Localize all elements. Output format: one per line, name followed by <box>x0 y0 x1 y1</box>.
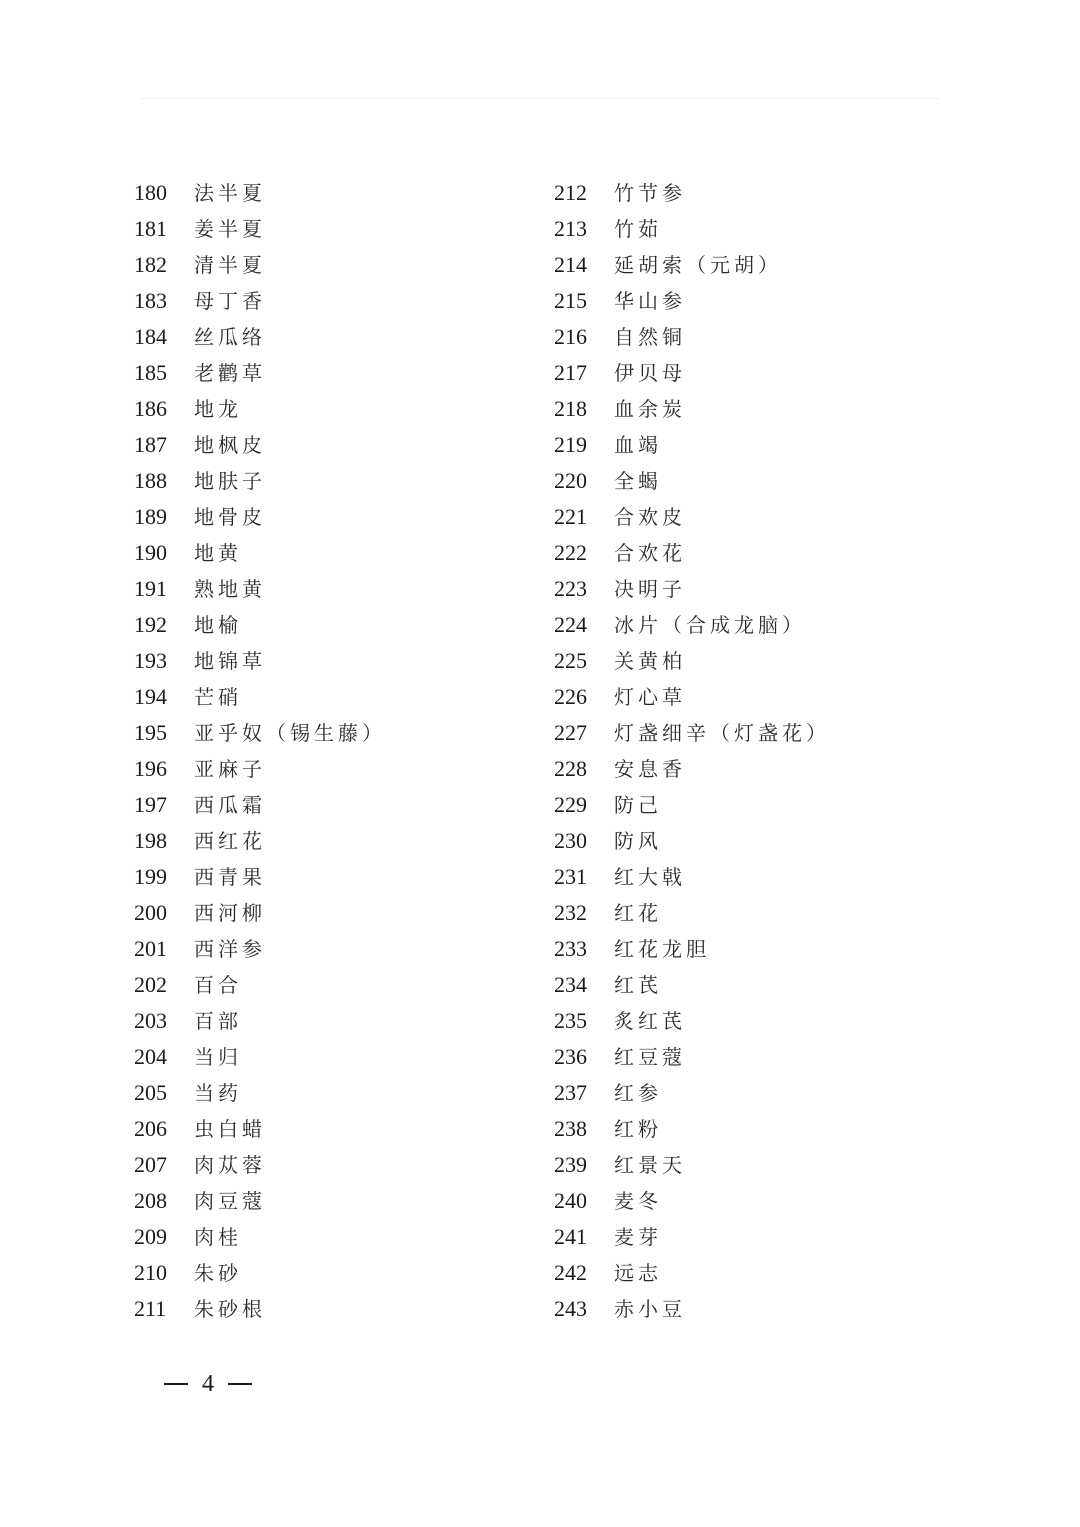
list-item <box>554 319 954 355</box>
entry-name: 母丁香 <box>194 289 266 314</box>
entry-name: 西瓜霜 <box>194 793 266 818</box>
list-item <box>134 607 534 643</box>
entry-number: 192 <box>134 612 167 638</box>
list-item <box>134 823 534 859</box>
list-item <box>554 1075 954 1111</box>
entry-number: 205 <box>134 1080 167 1106</box>
footer-dash-left <box>164 1383 188 1385</box>
entry-name: 地榆 <box>194 613 242 638</box>
entry-number: 240 <box>554 1188 587 1214</box>
entry-name: 红芪 <box>614 973 662 998</box>
entry-number: 224 <box>554 612 587 638</box>
entry-name: 灯盏细辛（灯盏花） <box>614 721 830 746</box>
list-item <box>134 1075 534 1111</box>
entry-number: 195 <box>134 720 167 746</box>
list-item <box>554 967 954 1003</box>
entry-name: 冰片（合成龙脑） <box>614 613 806 638</box>
list-item <box>134 247 534 283</box>
entry-number: 204 <box>134 1044 167 1070</box>
list-item <box>134 679 534 715</box>
list-item <box>554 535 954 571</box>
list-item <box>554 283 954 319</box>
entry-number: 243 <box>554 1296 587 1322</box>
entry-number: 238 <box>554 1116 587 1142</box>
entry-number: 217 <box>554 360 587 386</box>
list-item <box>554 787 954 823</box>
entry-number: 207 <box>134 1152 167 1178</box>
entry-number: 189 <box>134 504 167 530</box>
entry-name: 血竭 <box>614 433 662 458</box>
entry-name: 地黄 <box>194 541 242 566</box>
list-item <box>554 427 954 463</box>
entry-number: 185 <box>134 360 167 386</box>
entry-number: 236 <box>554 1044 587 1070</box>
list-item <box>554 751 954 787</box>
entry-name: 红粉 <box>614 1117 662 1142</box>
list-item <box>554 1039 954 1075</box>
entry-number: 239 <box>554 1152 587 1178</box>
entry-number: 187 <box>134 432 167 458</box>
list-item <box>134 715 534 751</box>
entry-number: 237 <box>554 1080 587 1106</box>
entry-name: 百合 <box>194 973 242 998</box>
list-item <box>554 1111 954 1147</box>
list-item <box>554 355 954 391</box>
entry-number: 235 <box>554 1008 587 1034</box>
list-item <box>554 607 954 643</box>
list-item <box>554 211 954 247</box>
entry-number: 228 <box>554 756 587 782</box>
entry-name: 赤小豆 <box>614 1297 686 1322</box>
list-item <box>134 571 534 607</box>
entry-number: 213 <box>554 216 587 242</box>
entry-number: 223 <box>554 576 587 602</box>
entry-name: 红大戟 <box>614 865 686 890</box>
entry-number: 211 <box>134 1296 167 1322</box>
list-item <box>134 1291 534 1327</box>
entry-name: 合欢花 <box>614 541 686 566</box>
list-item <box>134 391 534 427</box>
entry-number: 218 <box>554 396 587 422</box>
entry-number: 182 <box>134 252 167 278</box>
entry-number: 231 <box>554 864 587 890</box>
entry-number: 191 <box>134 576 167 602</box>
entry-number: 200 <box>134 900 167 926</box>
left-entry-column <box>134 175 534 1328</box>
right-entry-column <box>554 175 954 1328</box>
entry-name: 红花 <box>614 901 662 926</box>
list-item <box>554 1003 954 1039</box>
entry-name: 朱砂根 <box>194 1297 266 1322</box>
list-item <box>134 1039 534 1075</box>
entry-number: 198 <box>134 828 167 854</box>
entry-name: 麦冬 <box>614 1189 662 1214</box>
entry-name: 肉苁蓉 <box>194 1153 266 1178</box>
list-item <box>134 1147 534 1183</box>
entry-number: 201 <box>134 936 167 962</box>
entry-name: 地龙 <box>194 397 242 422</box>
entry-name: 华山参 <box>614 289 686 314</box>
list-item <box>134 463 534 499</box>
entry-number: 197 <box>134 792 167 818</box>
entry-name: 姜半夏 <box>194 217 266 242</box>
entry-number: 233 <box>554 936 587 962</box>
entry-name: 麦芽 <box>614 1225 662 1250</box>
list-item <box>134 859 534 895</box>
list-item <box>554 175 954 211</box>
entry-name: 竹节参 <box>614 181 686 205</box>
entry-number: 186 <box>134 396 167 422</box>
entry-number: 227 <box>554 720 587 746</box>
list-item <box>134 427 534 463</box>
entry-number: 208 <box>134 1188 167 1214</box>
entry-name: 丝瓜络 <box>194 325 266 350</box>
entry-number: 215 <box>554 288 587 314</box>
list-item <box>134 751 534 787</box>
list-item <box>134 1003 534 1039</box>
entry-name: 当药 <box>194 1081 242 1106</box>
list-item <box>134 499 534 535</box>
entry-name: 当归 <box>194 1045 242 1070</box>
list-item <box>554 823 954 859</box>
entry-name: 芒硝 <box>194 685 242 710</box>
list-item <box>134 967 534 1003</box>
entry-number: 190 <box>134 540 167 566</box>
entry-name: 合欢皮 <box>614 505 686 530</box>
entry-number: 232 <box>554 900 587 926</box>
entry-name: 全蝎 <box>614 469 662 494</box>
entry-number: 194 <box>134 684 167 710</box>
list-item <box>554 859 954 895</box>
list-item <box>134 175 534 211</box>
list-item <box>134 931 534 967</box>
list-item <box>134 643 534 679</box>
entry-number: 180 <box>134 180 167 205</box>
list-item <box>134 895 534 931</box>
entry-name: 亚乎奴（锡生藤） <box>194 721 386 746</box>
list-item <box>554 247 954 283</box>
list-item <box>554 1147 954 1183</box>
header-divider <box>140 98 940 99</box>
list-item <box>134 211 534 247</box>
list-item <box>134 1255 534 1291</box>
page-number: 4 <box>202 1371 214 1397</box>
entry-name: 安息香 <box>614 757 686 782</box>
entry-name: 红景天 <box>614 1153 686 1178</box>
list-item <box>554 391 954 427</box>
entry-number: 193 <box>134 648 167 674</box>
entry-number: 225 <box>554 648 587 674</box>
list-item <box>554 463 954 499</box>
entry-name: 红豆蔻 <box>614 1045 686 1070</box>
entry-number: 216 <box>554 324 587 350</box>
list-item <box>134 1219 534 1255</box>
list-item <box>554 1255 954 1291</box>
footer-dash-right <box>228 1383 252 1385</box>
entry-number: 221 <box>554 504 587 530</box>
entry-number: 229 <box>554 792 587 818</box>
entry-name: 红参 <box>614 1081 662 1106</box>
entry-number: 219 <box>554 432 587 458</box>
entry-name: 红花龙胆 <box>614 937 710 962</box>
list-item <box>554 715 954 751</box>
entry-name: 清半夏 <box>194 253 266 278</box>
entry-name: 地锦草 <box>194 649 266 674</box>
entry-number: 209 <box>134 1224 167 1250</box>
list-item <box>554 931 954 967</box>
entry-name: 虫白蜡 <box>194 1117 266 1142</box>
entry-name: 防己 <box>614 793 662 818</box>
entry-name: 远志 <box>614 1261 662 1286</box>
entry-name: 自然铜 <box>614 325 686 350</box>
list-item <box>134 319 534 355</box>
list-item <box>554 571 954 607</box>
list-item <box>134 787 534 823</box>
entry-name: 西河柳 <box>194 901 266 926</box>
entry-name: 竹茹 <box>614 217 662 242</box>
entry-name: 亚麻子 <box>194 757 266 782</box>
entry-name: 西红花 <box>194 829 266 854</box>
entry-number: 212 <box>554 180 587 205</box>
entry-name: 伊贝母 <box>614 361 686 386</box>
list-item <box>134 283 534 319</box>
list-item <box>554 679 954 715</box>
list-item <box>554 643 954 679</box>
entry-number: 188 <box>134 468 167 494</box>
entry-name: 决明子 <box>614 577 686 602</box>
entry-number: 210 <box>134 1260 167 1286</box>
entry-number: 234 <box>554 972 587 998</box>
list-item <box>554 1291 954 1327</box>
entry-name: 老鹳草 <box>194 361 266 386</box>
entry-number: 241 <box>554 1224 587 1250</box>
entry-name: 肉豆蔻 <box>194 1189 266 1214</box>
entry-number: 203 <box>134 1008 167 1034</box>
entry-name: 血余炭 <box>614 397 686 422</box>
entry-name: 西洋参 <box>194 937 266 962</box>
entry-name: 灯心草 <box>614 685 686 710</box>
entry-number: 220 <box>554 468 587 494</box>
entry-number: 226 <box>554 684 587 710</box>
entry-number: 181 <box>134 216 167 242</box>
list-item <box>554 1219 954 1255</box>
list-item <box>134 535 534 571</box>
list-item <box>134 355 534 391</box>
entry-name: 地肤子 <box>194 469 266 494</box>
entry-number: 184 <box>134 324 167 350</box>
entry-name: 肉桂 <box>194 1225 242 1250</box>
entry-name: 关黄柏 <box>614 649 686 674</box>
entry-number: 202 <box>134 972 167 998</box>
entry-name: 百部 <box>194 1009 242 1034</box>
entry-name: 朱砂 <box>194 1261 242 1286</box>
list-item <box>554 499 954 535</box>
entry-name: 延胡索（元胡） <box>614 253 782 278</box>
entry-number: 230 <box>554 828 587 854</box>
entry-number: 214 <box>554 252 587 278</box>
entry-name: 地骨皮 <box>194 505 266 530</box>
entry-number: 222 <box>554 540 587 566</box>
list-item <box>134 1111 534 1147</box>
entry-name: 防风 <box>614 829 662 854</box>
list-item <box>554 895 954 931</box>
entry-number: 199 <box>134 864 167 890</box>
entry-name: 熟地黄 <box>194 577 266 602</box>
page-footer <box>164 1366 252 1402</box>
list-item <box>554 1183 954 1219</box>
entry-name: 西青果 <box>194 865 266 890</box>
entry-number: 183 <box>134 288 167 314</box>
entry-name: 炙红芪 <box>614 1009 686 1034</box>
entry-number: 196 <box>134 756 167 782</box>
entry-number: 242 <box>554 1260 587 1286</box>
list-item <box>134 1183 534 1219</box>
entry-name: 法半夏 <box>194 181 266 205</box>
entry-number: 206 <box>134 1116 167 1142</box>
entry-name: 地枫皮 <box>194 433 266 458</box>
